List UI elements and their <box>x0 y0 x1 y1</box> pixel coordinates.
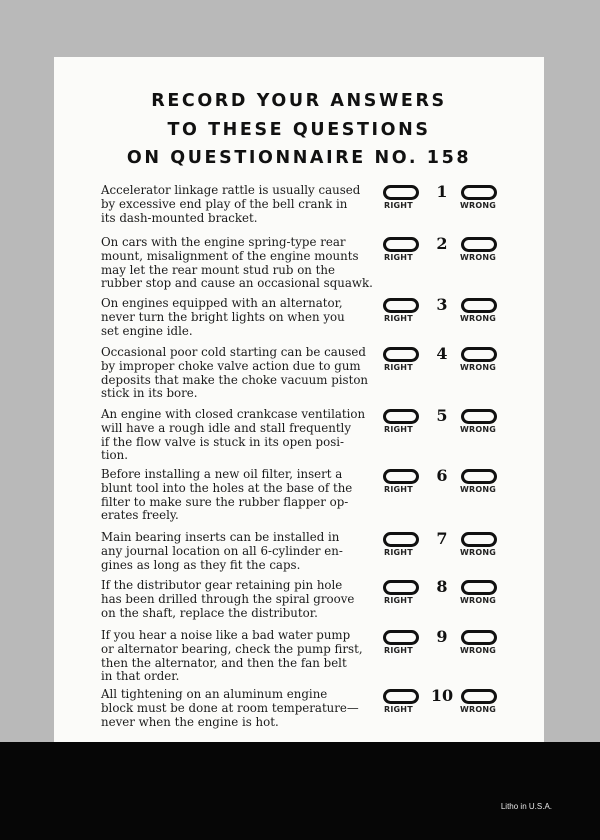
question-line: All tightening on an aluminum engine <box>101 687 328 701</box>
answer-right-oval[interactable] <box>383 298 419 313</box>
question-line: Main bearing inserts can be installed in <box>101 530 340 544</box>
answer-wrong-oval[interactable] <box>461 469 497 484</box>
wrong-label: WRONG <box>460 548 497 557</box>
wrong-label: WRONG <box>460 363 497 372</box>
question-line: may let the rear mount stud rub on the <box>101 262 335 277</box>
answer-wrong-oval[interactable] <box>461 580 497 595</box>
question-line: block must be done at room temperature— <box>101 700 359 715</box>
question-line: has been drilled through the spiral groove <box>101 591 355 606</box>
question-text <box>101 236 379 291</box>
question-number: 9 <box>436 627 448 646</box>
answer-right-oval[interactable] <box>383 532 419 547</box>
question-number: 1 <box>436 182 448 201</box>
right-label: RIGHT <box>384 314 413 323</box>
questionnaire-card <box>54 57 544 773</box>
question-number: 7 <box>436 529 448 548</box>
question-line: then the alternator, and then the fan belt <box>101 655 347 670</box>
question-number: 3 <box>436 295 448 314</box>
wrong-label: WRONG <box>460 485 497 494</box>
question-line: Before installing a new oil filter, insert a <box>101 467 343 481</box>
answer-right-oval[interactable] <box>383 580 419 595</box>
question-line: If you hear a noise like a bad water pump <box>101 628 351 642</box>
question-text <box>101 408 379 463</box>
question-line: set engine idle. <box>101 323 193 338</box>
right-label: RIGHT <box>384 548 413 557</box>
wrong-label: WRONG <box>460 646 497 655</box>
question-line: rubber stop and cause an occasional squawk. <box>101 276 373 291</box>
question-line: mount, misalignment of the engine mounts <box>101 248 359 263</box>
answer-wrong-oval[interactable] <box>461 689 497 704</box>
bottom-band <box>0 742 600 840</box>
wrong-label: WRONG <box>460 705 497 714</box>
question-line: by excessive end play of the bell crank in <box>101 196 348 211</box>
question-line: Accelerator linkage rattle is usually caused <box>101 183 361 197</box>
question-line: never when the engine is hot. <box>101 714 279 729</box>
answer-wrong-oval[interactable] <box>461 409 497 424</box>
answer-wrong-oval[interactable] <box>461 298 497 313</box>
question-text <box>101 579 379 620</box>
question-line: in that order. <box>101 669 180 684</box>
right-label: RIGHT <box>384 201 413 210</box>
question-line: or alternator bearing, check the pump first, <box>101 641 363 656</box>
right-label: RIGHT <box>384 425 413 434</box>
wrong-label: WRONG <box>460 596 497 605</box>
question-line: Occasional poor cold starting can be caused <box>101 345 366 359</box>
wrong-label: WRONG <box>460 425 497 434</box>
answer-wrong-oval[interactable] <box>461 347 497 362</box>
question-text <box>101 346 379 401</box>
question-text <box>101 531 379 572</box>
answer-right-oval[interactable] <box>383 347 419 362</box>
question-text <box>101 629 379 684</box>
answer-wrong-oval[interactable] <box>461 185 497 200</box>
question-line: will have a rough idle and stall frequently <box>101 420 351 435</box>
question-line: its dash-mounted bracket. <box>101 210 258 225</box>
wrong-label: WRONG <box>460 201 497 210</box>
answer-wrong-oval[interactable] <box>461 630 497 645</box>
title-line: TO THESE QUESTIONS <box>167 119 431 140</box>
answer-right-oval[interactable] <box>383 469 419 484</box>
question-number: 8 <box>436 577 448 596</box>
question-line: On cars with the engine spring-type rear <box>101 235 346 249</box>
question-number: 5 <box>436 406 448 425</box>
right-label: RIGHT <box>384 705 413 714</box>
right-label: RIGHT <box>384 363 413 372</box>
question-line: If the distributor gear retaining pin hole <box>101 578 343 592</box>
right-label: RIGHT <box>384 253 413 262</box>
question-number: 4 <box>436 344 448 363</box>
question-line: on the shaft, replace the distributor. <box>101 605 318 620</box>
question-line: deposits that make the choke vacuum piston <box>101 372 369 387</box>
answer-right-oval[interactable] <box>383 689 419 704</box>
litho-imprint: Litho in U.S.A. <box>500 802 552 811</box>
question-line: blunt tool into the holes at the base of the <box>101 480 353 495</box>
right-label: RIGHT <box>384 596 413 605</box>
title-line: RECORD YOUR ANSWERS <box>151 91 447 111</box>
wrong-label: WRONG <box>460 314 497 323</box>
question-text <box>101 688 379 729</box>
question-line: gines as long as they fit the caps. <box>101 557 301 572</box>
question-line: On engines equipped with an alternator, <box>101 296 343 310</box>
right-label: RIGHT <box>384 646 413 655</box>
question-line: stick in its bore. <box>101 386 198 401</box>
answer-wrong-oval[interactable] <box>461 532 497 547</box>
right-label: RIGHT <box>384 485 413 494</box>
page-title <box>54 87 544 173</box>
answer-wrong-oval[interactable] <box>461 237 497 252</box>
question-line: if the flow valve is stuck in its open posi- <box>101 434 345 449</box>
question-line: An engine with closed crankcase ventilation <box>101 407 366 421</box>
question-text <box>101 468 379 523</box>
question-line: any journal location on all 6-cylinder en- <box>101 543 343 558</box>
answer-right-oval[interactable] <box>383 630 419 645</box>
question-number: 2 <box>436 234 448 253</box>
question-line: by improper choke valve action due to gum <box>101 358 361 373</box>
question-line: tion. <box>101 448 128 463</box>
question-number: 10 <box>430 686 454 705</box>
question-number: 6 <box>436 466 448 485</box>
question-line: erates freely. <box>101 508 179 523</box>
answer-right-oval[interactable] <box>383 185 419 200</box>
question-line: filter to make sure the rubber flapper op- <box>101 494 349 509</box>
title-line: ON QUESTIONNAIRE NO. 158 <box>126 148 472 168</box>
answer-right-oval[interactable] <box>383 237 419 252</box>
question-text <box>101 297 379 338</box>
wrong-label: WRONG <box>460 253 497 262</box>
question-line: never turn the bright lights on when you <box>101 309 345 324</box>
question-text <box>101 184 379 225</box>
answer-right-oval[interactable] <box>383 409 419 424</box>
